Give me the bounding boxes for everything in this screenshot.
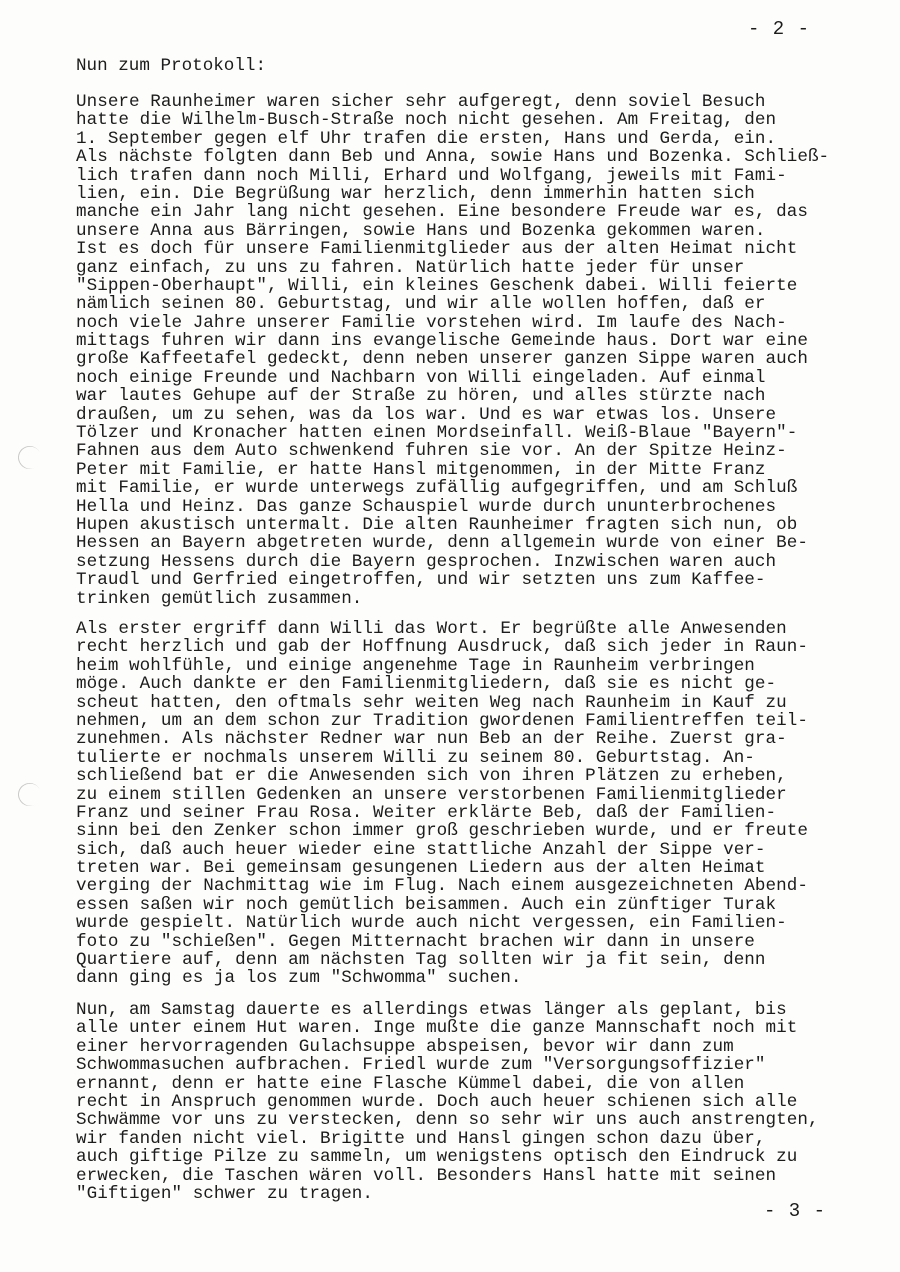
text-line: Franz und seiner Frau Rosa. Weiter erklärte Beb, daß der Familien- <box>76 802 777 823</box>
paragraph-2 <box>76 620 896 988</box>
text-line: war lautes Gehupe auf der Straße zu hören, und alles stürzte nach <box>76 386 766 407</box>
text-line: Quartiere auf, denn am nächsten Tag sollten wir ja fit sein, denn <box>76 950 766 971</box>
page-number-top: - 2 - <box>748 18 811 40</box>
text-line: zu einem stillen Gedenken an unsere verstorbenen Familienmitglieder <box>76 784 787 805</box>
text-line: recht in Anspruch genommen wurde. Doch auch heuer schienen sich alle <box>76 1091 798 1112</box>
text-line: lien, ein. Die Begrüßung war herzlich, denn immerhin hatten sich <box>76 183 755 204</box>
text-line: möge. Auch dankte er den Familienmitgliedern, daß sie es nicht ge- <box>76 674 777 695</box>
paragraph-1 <box>76 93 896 608</box>
text-line: schließend bat er die Anwesenden sich von ihren Plätzen zu erheben, <box>76 766 787 787</box>
text-line: mit Familie, er wurde unterwegs zufällig aufgegriffen, und am Schluß <box>76 478 798 499</box>
text-line: Tölzer und Kronacher hatten einen Mordseinfall. Weiß-Blaue "Bayern"- <box>76 423 798 444</box>
text-line: foto zu "schießen". Gegen Mitternacht brachen wir dann in unsere <box>76 931 755 952</box>
text-line: unsere Anna aus Bärringen, sowie Hans und Bozenka gekommen waren. <box>76 220 766 241</box>
page-number-bottom: - 3 - <box>764 1200 827 1222</box>
text-line: Unsere Raunheimer waren sicher sehr aufgeregt, denn soviel Besuch <box>76 92 766 112</box>
text-line: treten war. Bei gemeinsam gesungenen Liedern aus der alten Heimat <box>76 858 766 879</box>
text-line: dann ging es ja los zum "Schwomma" suchen. <box>76 968 522 989</box>
text-line: tulierte er nochmals unserem Willi zu seinem 80. Geburtstag. An- <box>76 747 755 768</box>
text-line: noch viele Jahre unserer Familie vorstehen wird. Im laufe des Nach- <box>76 312 787 333</box>
text-line: Fahnen aus dem Auto schwenkend fuhren sie vor. An der Spitze Heinz- <box>76 441 787 462</box>
text-line: "Sippen-Oberhaupt", Willi, ein kleines Geschenk dabei. Willi feierte <box>76 275 798 296</box>
text-line: setzung Hessens durch die Bayern gesprochen. Inzwischen waren auch <box>76 551 777 572</box>
text-line: essen saßen wir noch gemütlich beisammen. Auch ein zünftiger Turak <box>76 894 777 915</box>
text-line: sich, daß auch heuer wieder eine stattliche Anzahl der Sippe ver- <box>76 839 766 860</box>
text-line: ganz einfach, zu uns zu fahren. Natürlich hatte jeder für unser <box>76 257 745 278</box>
text-line: Als nächste folgten dann Beb und Anna, sowie Hans und Bozenka. Schließ- <box>76 147 830 168</box>
text-line: Hupen akustisch untermalt. Die alten Raunheimer fragten sich nun, ob <box>76 514 798 535</box>
text-line: Schwämme vor uns zu verstecken, denn so sehr wir uns auch anstrengten, <box>76 1110 819 1131</box>
text-line: verging der Nachmittag wie im Flug. Nach einem ausgezeichneten Abend- <box>76 876 808 897</box>
text-line: auch giftige Pilze zu sammeln, um wenigstens optisch den Eindruck zu <box>76 1147 798 1168</box>
text-line: mittags fuhren wir dann ins evangelische Gemeinde haus. Dort war eine <box>76 331 808 352</box>
text-line: noch einige Freunde und Nachbarn von Willi eingeladen. Auf einmal <box>76 367 766 388</box>
text-line: sinn bei den Zenker schon immer groß geschrieben wurde, und er freute <box>76 821 808 842</box>
text-line: 1. September gegen elf Uhr trafen die ersten, Hans und Gerda, ein. <box>76 128 777 149</box>
text-line: alle unter einem Hut waren. Inge mußte die ganze Mannschaft noch mit <box>76 1018 798 1039</box>
text-line: wir fanden nicht viel. Brigitte und Hansl gingen schon dazu über, <box>76 1128 766 1149</box>
text-line: lich trafen dann noch Milli, Erhard und Wolfgang, jeweils mit Fami- <box>76 165 787 186</box>
text-line: manche ein Jahr lang nicht gesehen. Eine besondere Freude war es, das <box>76 202 808 223</box>
text-line: ernannt, denn er hatte eine Flasche Kümmel dabei, die von allen <box>76 1073 745 1094</box>
text-line: einer hervorragenden Gulachsuppe abspeisen, bevor wir dann zum <box>76 1036 734 1057</box>
text-line: Ist es doch für unsere Familienmitglieder aus der alten Heimat nicht <box>76 239 798 260</box>
text-line: nämlich seinen 80. Geburtstag, und wir alle wollen hoffen, daß er <box>76 294 766 315</box>
text-line: scheut hatten, den oftmals sehr weiten Weg nach Raunheim in Kauf zu <box>76 692 787 713</box>
text-line: nehmen, um an dem schon zur Tradition gwordenen Familientreffen teil- <box>76 710 808 731</box>
text-line: trinken gemütlich zusammen. <box>76 588 363 609</box>
text-line: große Kaffeetafel gedeckt, denn neben unserer ganzen Sippe waren auch <box>76 349 808 370</box>
text-line: wurde gespielt. Natürlich wurde auch nicht vergessen, ein Familien- <box>76 913 787 934</box>
text-line: erwecken, die Taschen wären voll. Besonders Hansl hatte mit seinen <box>76 1165 777 1186</box>
text-line: Schwommasuchen aufbrachen. Friedl wurde zum "Versorgungsoffizier" <box>76 1055 766 1076</box>
text-line: Nun, am Samstag dauerte es allerdings etwas länger als geplant, bis <box>76 1000 787 1020</box>
paragraph-3 <box>76 1001 896 1203</box>
text-line: "Giftigen" schwer zu tragen. <box>76 1183 374 1204</box>
text-line: Traudl und Gerfried eingetroffen, und wir setzten uns zum Kaffee- <box>76 570 766 591</box>
text-line: Hella und Heinz. Das ganze Schauspiel wurde durch ununterbrochenes <box>76 496 777 517</box>
text-line: Hessen an Bayern abgetreten wurde, denn allgemein wurde von einer Be- <box>76 533 808 554</box>
text-line: Als erster ergriff dann Willi das Wort. Er begrüßte alle Anwesenden <box>76 619 787 639</box>
punch-hole-mark <box>14 442 45 473</box>
text-line: draußen, um zu sehen, was da los war. Und es war etwas los. Unsere <box>76 404 777 425</box>
punch-hole-mark <box>14 779 45 810</box>
text-line: heim wohlfühle, und einige angenehme Tage in Raunheim verbringen <box>76 655 755 676</box>
text-line: Peter mit Familie, er hatte Hansl mitgenommen, in der Mitte Franz <box>76 459 766 480</box>
text-line: recht herzlich und gab der Hoffnung Ausdruck, daß sich jeder in Raun- <box>76 637 808 658</box>
section-heading: Nun zum Protokoll: <box>76 56 267 76</box>
text-line: hatte die Wilhelm-Busch-Straße noch nicht gesehen. Am Freitag, den <box>76 110 777 131</box>
text-line: zunehmen. Als nächster Redner war nun Beb an der Reihe. Zuerst gra- <box>76 729 787 750</box>
